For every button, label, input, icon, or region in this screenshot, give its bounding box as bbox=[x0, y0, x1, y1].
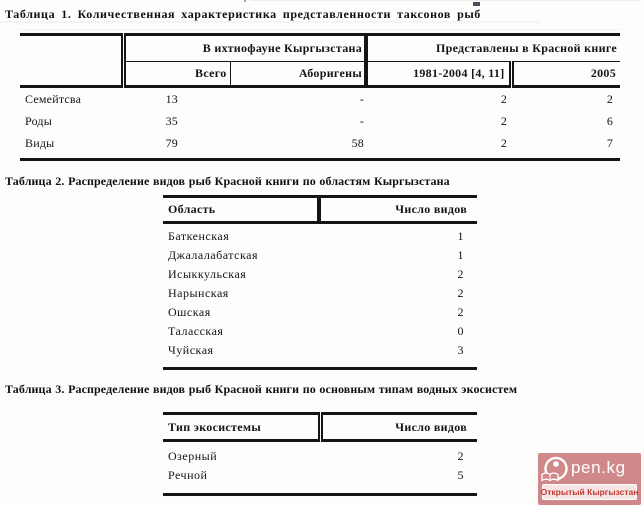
table3-header-row bbox=[163, 414, 477, 441]
row-label: Роды bbox=[25, 113, 52, 128]
region-name: Таласская bbox=[168, 324, 224, 338]
species-count: 0 bbox=[457, 324, 464, 338]
table-row bbox=[163, 265, 477, 284]
scan-noise bbox=[244, 0, 246, 2]
species-count: 2 bbox=[457, 267, 464, 281]
table-row bbox=[20, 87, 620, 111]
cell-2005: 6 bbox=[606, 113, 614, 128]
table2-header-count: Число видов bbox=[319, 197, 477, 223]
table-row bbox=[163, 341, 477, 369]
cell-total: 13 bbox=[165, 91, 178, 106]
table-row bbox=[20, 132, 620, 160]
region-name: Нарынская bbox=[168, 286, 229, 300]
species-count: 2 bbox=[457, 449, 464, 463]
species-count: 2 bbox=[457, 305, 464, 319]
region-name: Ошская bbox=[168, 305, 211, 319]
watermark-caption: Открытый Кыргызстан bbox=[542, 484, 637, 500]
table3-header-ecosystem: Тип экосистемы bbox=[163, 414, 320, 441]
cell-2005: 2 bbox=[606, 91, 614, 106]
cell-aborigines: 58 bbox=[351, 135, 365, 150]
cell-aborigines: - bbox=[359, 91, 365, 106]
scan-noise bbox=[473, 2, 480, 6]
table1-header-1981-2004: 1981-2004 [4, 11] bbox=[366, 62, 511, 87]
table-row bbox=[163, 322, 477, 341]
ecosystems-table bbox=[163, 412, 477, 496]
table3-title: Таблица 3. Распределение видов рыб Красной книги по основным типам водных экосистем bbox=[5, 382, 518, 396]
cell-total: 79 bbox=[165, 135, 178, 150]
table1-header-total: Всего bbox=[123, 62, 230, 87]
table2-title: Таблица 2. Распределение видов рыб Красной книги по областям Кыргызстана bbox=[5, 174, 450, 188]
scan-noise bbox=[20, 29, 620, 30]
species-count: 1 bbox=[457, 248, 464, 262]
table3-header-count: Число видов bbox=[320, 414, 477, 441]
table1-corner-cell bbox=[20, 35, 123, 87]
table-row bbox=[163, 303, 477, 322]
cell-aborigines: - bbox=[359, 113, 365, 128]
table-row bbox=[163, 466, 477, 495]
scan-noise bbox=[250, 0, 640, 1]
regions-table bbox=[163, 195, 477, 370]
region-name: Исыккульская bbox=[168, 267, 247, 281]
region-name: Джалалабатская bbox=[168, 248, 258, 262]
table1-group-header-row bbox=[20, 35, 620, 62]
row-label: Виды bbox=[25, 135, 55, 150]
table-row bbox=[163, 246, 477, 265]
table1-header-2005: 2005 bbox=[511, 62, 620, 87]
table2-header-row bbox=[163, 197, 477, 223]
pen-kg-watermark bbox=[538, 453, 641, 505]
table-row bbox=[20, 110, 620, 132]
species-count: 5 bbox=[457, 468, 464, 482]
table1-group-ichthyofauna: В ихтиофауне Кыргызстана bbox=[123, 35, 366, 62]
cell-1981-2004: 2 bbox=[500, 135, 508, 150]
table-row bbox=[163, 284, 477, 303]
cell-1981-2004: 2 bbox=[500, 113, 508, 128]
taxa-representation-table bbox=[20, 33, 620, 161]
region-name: Баткенская bbox=[168, 229, 230, 243]
row-label: Семейтсва bbox=[25, 91, 82, 106]
cell-2005: 7 bbox=[606, 135, 614, 150]
table-row bbox=[163, 223, 477, 247]
table1-group-redbook: Представлены в Красной книге bbox=[366, 35, 620, 62]
species-count: 2 bbox=[457, 286, 464, 300]
table1-header-aborigines: Аборигены bbox=[230, 62, 366, 87]
table1-title: Таблица 1. Количественная характеристика представленности таксонов рыб bbox=[5, 7, 481, 21]
ecosystem-name: Речной bbox=[168, 468, 208, 482]
ecosystem-name: Озерный bbox=[168, 449, 218, 463]
table-row bbox=[163, 441, 477, 467]
watermark-brand-text: pen.kg bbox=[571, 458, 626, 477]
table2-header-region: Область bbox=[163, 197, 319, 223]
species-count: 1 bbox=[457, 229, 464, 243]
species-count: 3 bbox=[457, 343, 464, 357]
cell-1981-2004: 2 bbox=[500, 91, 508, 106]
region-name: Чуйская bbox=[168, 343, 214, 357]
cell-total: 35 bbox=[165, 113, 178, 128]
